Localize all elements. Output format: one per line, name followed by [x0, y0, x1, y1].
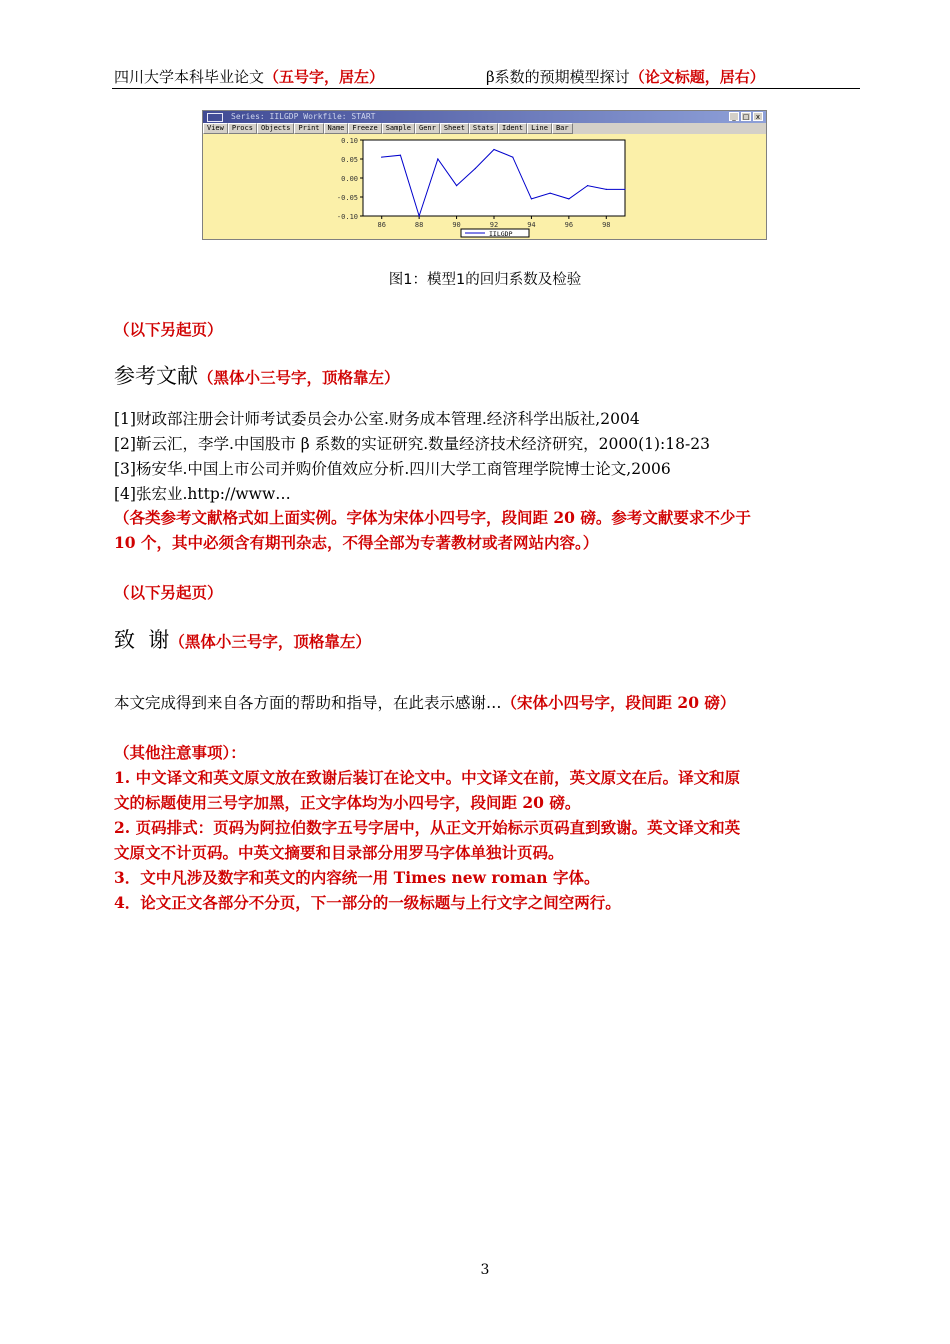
data-point [531, 198, 532, 199]
references-format-note-line1: （各类参考文献格式如上面实例。字体为宋体小四号字，段间距 20 磅。参考文献要求不少于 [114, 508, 751, 527]
header-left-text: 四川大学本科毕业论文 [114, 68, 265, 86]
x-tick-label: 86 [377, 221, 386, 229]
legend-label: IILGDP [489, 230, 513, 238]
close-button[interactable]: x [753, 112, 763, 121]
header-right-text: β系数的预期模型探讨 [486, 68, 630, 86]
toolbar-sheet-button[interactable]: Sheet [440, 123, 469, 134]
data-point [381, 157, 382, 158]
toolbar-print-button[interactable]: Print [294, 123, 323, 134]
page-break-note-2: （以下另起页） [114, 583, 223, 602]
toolbar-objects-button[interactable]: Objects [257, 123, 295, 134]
data-point [437, 158, 438, 159]
data-point [493, 149, 494, 150]
note-line: 4．论文正文各部分不分页，下一部分的一级标题与上行文字之间空两行。 [114, 893, 621, 912]
data-point [568, 198, 569, 199]
x-tick-label: 98 [602, 221, 611, 229]
maximize-button[interactable]: □ [742, 113, 750, 121]
data-point [550, 193, 551, 194]
note-line: 2. 页码排式：页码为阿拉伯数字五号字居中，从正文开始标示页码直到致谢。英文译文和英 [114, 818, 741, 837]
reference-item: [1]财政部注册会计师考试委员会办公室.财务成本管理.经济科学出版社,2004 [114, 410, 640, 428]
acknowledgements-title: 致 谢 [114, 628, 170, 652]
toolbar-ident-button[interactable]: Ident [498, 123, 527, 134]
reference-item: [4]张宏业.http://www… [114, 485, 291, 503]
page-break-note-1: （以下另起页） [114, 320, 223, 339]
y-tick-label: 0.00 [341, 175, 358, 183]
page-number: 3 [480, 1262, 490, 1278]
header-left [114, 66, 384, 87]
other-notes-title: （其他注意事项）： [114, 743, 246, 762]
y-tick-label: -0.05 [336, 194, 358, 202]
reference-item: [3]杨安华.中国上市公司并购价值效应分析.四川大学工商管理学院博士论文,2006 [114, 460, 671, 478]
figure-caption: 图1：模型1的回归系数及检验 [388, 272, 582, 288]
references-format-note-line2: 10 个，其中必须含有期刊杂志，不得全部为专著教材或者网站内容。） [114, 533, 599, 552]
x-tick-label: 96 [564, 221, 574, 229]
window-titlebar [203, 111, 766, 123]
y-tick-label: 0.05 [341, 156, 358, 164]
data-point [512, 157, 513, 158]
acknowledgements-title-note: （黑体小三号字，顶格靠左） [169, 632, 371, 651]
toolbar-bar-button[interactable]: Bar [552, 123, 573, 134]
references-title: 参考文献 [114, 364, 198, 388]
acknowledgements-text [114, 691, 735, 713]
references-heading [114, 360, 400, 390]
window-icon [207, 113, 223, 122]
y-tick-label: -0.10 [336, 213, 358, 221]
note-line: 1. 中文译文和英文原文放在致谢后装订在论文中。中文译文在前，英文原文在后。译文和原 [114, 768, 741, 787]
reference-item: [2]靳云汇，李学.中国股市 β 系数的实证研究.数量经济技术经济研究，2000(1):18-23 [114, 435, 710, 453]
data-point [456, 185, 457, 186]
header-right-note: （论文标题，居右） [629, 68, 765, 86]
data-point [475, 168, 476, 169]
header-left-note: （五号字，居左） [264, 68, 385, 86]
note-line: 3．文中凡涉及数字和英文的内容统一用 Times new roman 字体。 [114, 868, 600, 887]
toolbar-view-button[interactable]: View [203, 123, 228, 134]
data-point [400, 155, 401, 156]
note-line: 文的标题使用三号字加黑，正文字体均为小四号字，段间距 20 磅。 [114, 793, 581, 812]
y-tick-label: 0.10 [341, 137, 358, 145]
acknowledgements-heading [114, 624, 371, 654]
references-title-note: （黑体小三号字，顶格靠左） [198, 368, 400, 387]
line-chart [203, 134, 766, 240]
note-line: 文原文不计页码。中英文摘要和目录部分用罗马字体单独计页码。 [114, 843, 564, 862]
toolbar-name-button[interactable]: Name [324, 123, 349, 134]
data-point [587, 185, 588, 186]
minimize-button[interactable]: _ [729, 112, 739, 121]
x-tick-label: 92 [489, 221, 499, 229]
toolbar-procs-button[interactable]: Procs [228, 123, 257, 134]
toolbar-sample-button[interactable]: Sample [382, 123, 415, 134]
acknowledgements-note: （宋体小四号字，段间距 20 磅） [501, 693, 736, 712]
window-toolbar [203, 123, 766, 134]
data-point [606, 189, 607, 190]
header-rule [112, 88, 860, 89]
data-point [419, 215, 420, 216]
x-tick-label: 88 [414, 221, 424, 229]
window-title: Series: IILGDP Workfile: START [231, 112, 376, 121]
figure-screenshot [202, 110, 767, 240]
data-point [624, 189, 625, 190]
acknowledgements-body: 本文完成得到来自各方面的帮助和指导，在此表示感谢… [114, 694, 502, 712]
toolbar-genr-button[interactable]: Genr [415, 123, 440, 134]
plot-area [363, 140, 625, 216]
toolbar-line-button[interactable]: Line [527, 123, 552, 134]
toolbar-stats-button[interactable]: Stats [469, 123, 498, 134]
x-tick-label: 90 [452, 221, 461, 229]
x-tick-label: 94 [527, 221, 536, 229]
header-right [486, 66, 765, 87]
toolbar-freeze-button[interactable]: Freeze [348, 123, 381, 134]
